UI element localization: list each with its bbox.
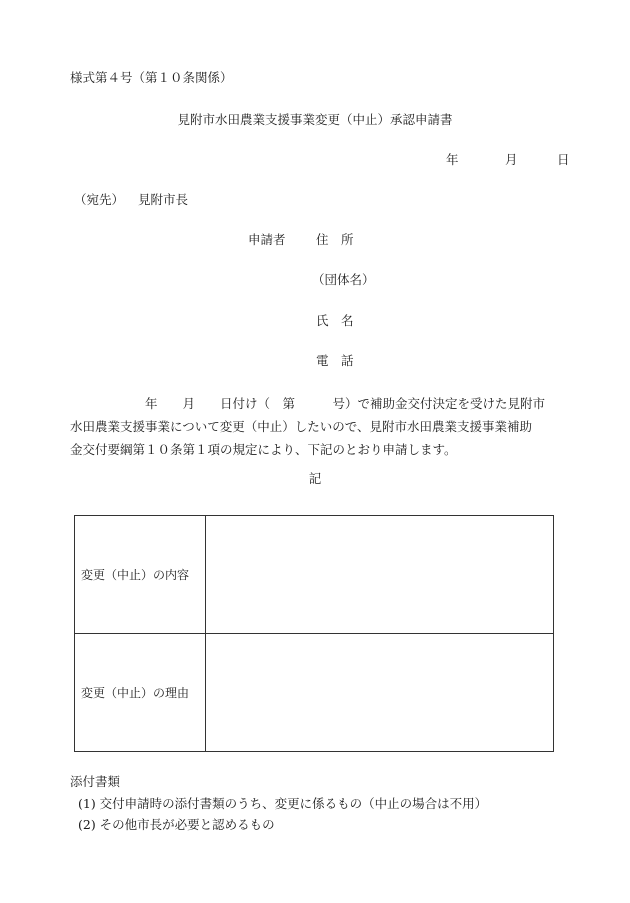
record-mark: 記 xyxy=(308,471,322,486)
body-line: 水田農業支援事業について変更（中止）したいので、見附市水田農業支援事業補助 xyxy=(70,419,533,434)
change-content-field[interactable] xyxy=(206,516,554,634)
attachments-title: 添付書類 xyxy=(70,774,121,789)
addressee-name: 見附市長 xyxy=(138,192,189,207)
form-number: 様式第４号（第１０条関係） xyxy=(70,70,233,85)
date-month-label: 月 xyxy=(505,152,518,167)
applicant-name-label: 氏 名 xyxy=(316,313,354,328)
table-row xyxy=(75,634,554,752)
addressee-label: （宛先） xyxy=(74,192,125,207)
document-title: 見附市水田農業支援事業変更（中止）承認申請書 xyxy=(177,112,453,127)
applicant-phone-label: 電 話 xyxy=(316,353,354,368)
table-row xyxy=(75,516,554,634)
change-reason-field[interactable] xyxy=(206,634,554,752)
attachment-item: (1) 交付申請時の添付書類のうち、変更に係るもの（中止の場合は不用） xyxy=(78,796,488,811)
applicant-label: 申請者 xyxy=(248,232,286,247)
applicant-address-label: 住 所 xyxy=(316,232,354,247)
body-line: 金交付要綱第１０条第１項の規定により、下記のとおり申請します。 xyxy=(70,442,457,457)
change-content-label: 変更（中止）の内容 xyxy=(75,516,206,634)
attachment-item: (2) その他市長が必要と認めるもの xyxy=(78,817,275,832)
date-year-label: 年 xyxy=(446,152,459,167)
body-paragraph xyxy=(70,392,564,461)
change-reason-label: 変更（中止）の理由 xyxy=(75,634,206,752)
body-line: 年 月 日付け（ 第 号）で補助金交付決定を受けた見附市 xyxy=(70,396,546,411)
date-day-label: 日 xyxy=(557,152,570,167)
change-details-table xyxy=(74,515,554,752)
organization-name-label: （団体名） xyxy=(312,272,375,287)
